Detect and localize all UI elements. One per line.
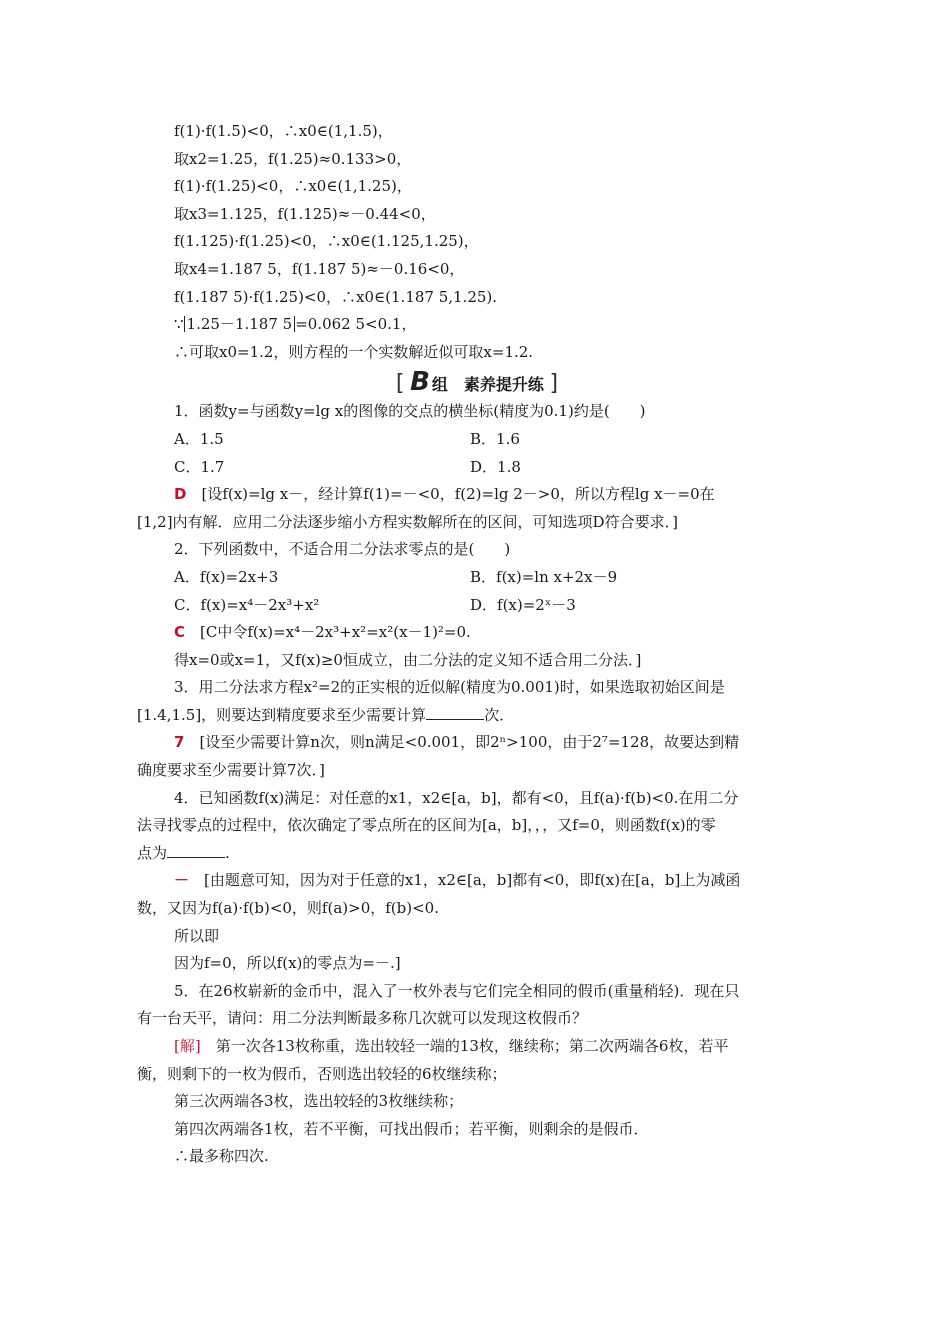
solution-text: [由题意可知，因为对于任意的x1，x2∈[a，b]都有<0，即f(x)在[a，b]上为减函: [204, 871, 741, 890]
text-line: 取x3=1.125，f(1.125)≈－0.44<0，: [174, 204, 436, 223]
solution-line: [1,2]内有解．应用二分法逐步缩小方程实数解所在的区间，可知选项D符合要求．]: [137, 512, 678, 531]
answer-label: D: [174, 485, 187, 504]
option-a: A．1.5: [174, 429, 224, 448]
option-row: [137, 564, 817, 592]
text-line: ∴可取x0=1.2，则方程的一个实数解近似可取x=1.2.: [174, 342, 534, 361]
option-b: B．f(x)=ln x+2x－9: [470, 567, 618, 586]
solution-text: 第一次各13枚称重，选出较轻一端的13枚，继续称；第二次两端各6枚，若平: [215, 1037, 729, 1055]
answer-blank: [426, 705, 484, 720]
solution-text: [设f(x)=lg x－，经计算f(1)=－<0，f(2)=lg 2－>0，所以方程lg x－=0在: [201, 485, 715, 504]
text-line: f(1)·f(1.25)<0，∴x0∈(1,1.25)，: [174, 177, 412, 196]
option-row: [137, 592, 817, 620]
option-c: C．f(x)=x⁴－2x³+x²: [174, 595, 320, 614]
solution-line: [137, 867, 817, 895]
question-stem: 2．下列函数中，不适合用二分法求零点的是( ): [174, 540, 511, 559]
question-stem: 法寻找零点的过程中，依次确定了零点所在的区间为[a，b]，，，又f=0，则函数f(x)的零: [137, 816, 716, 835]
answer-label: C: [174, 623, 186, 642]
banner-title: 组 素养提升练: [431, 375, 544, 395]
text-fragment: [1.4,1.5]，则要达到精度要求至少需要计算: [137, 705, 427, 724]
option-a: A．f(x)=2x+3: [174, 567, 279, 586]
solution-line: 所以即: [174, 926, 220, 945]
option-d: D．f(x)=2ˣ－3: [470, 595, 576, 614]
solution-label: [解]: [174, 1037, 201, 1055]
solution-text: [C中令f(x)=x⁴－2x³+x²=x²(x－1)²=0.: [200, 623, 471, 642]
text-line: 取x4=1.187 5，f(1.187 5)≈－0.16<0，: [174, 259, 465, 278]
solution-line: 数，又因为f(a)·f(b)<0，则f(a)>0，f(b)<0.: [137, 899, 439, 918]
because-symbol: ∵: [174, 315, 184, 334]
option-row: [137, 454, 817, 482]
text-line: 取x2=1.25，f(1.25)≈0.133>0，: [174, 149, 412, 168]
solution-line: 第四次两端各1枚，若不平衡，可找出假币；若平衡，则剩余的是假币．: [174, 1119, 649, 1138]
question-stem: 有一台天平，请问：用二分法判断最多称几次就可以发现这枚假币？: [137, 1009, 588, 1028]
answer-blank: [167, 843, 225, 858]
question-stem: 4．已知函数f(x)满足：对任意的x1，x2∈[a，b]，都有<0，且f(a)·f(b)<0.在用二分: [174, 788, 739, 807]
solution-line: [137, 729, 817, 757]
option-row: [137, 426, 817, 454]
option-b: B．1.6: [470, 429, 520, 448]
solution-line: [137, 481, 817, 509]
text-line: f(1)·f(1.5)<0，∴x0∈(1,1.5)，: [174, 122, 393, 140]
solution-text: [设至少需要计算n次，则n满足<0.001，即2ⁿ>100，由于2⁷=128，故要达到精: [199, 733, 740, 752]
solution-line: 第三次两端各3枚，选出较轻的3枚继续称；: [174, 1092, 464, 1111]
question-stem: 1．函数y=与函数y=lg x的图像的交点的横坐标(精度为0.1)约是( ): [174, 402, 646, 421]
document-page: [137, 118, 817, 1171]
solution-line: [137, 1033, 817, 1061]
text-line: f(1.125)·f(1.25)<0，∴x0∈(1.125,1.25)，: [174, 232, 479, 251]
solution-line: 因为f=0，所以f(x)的零点为=－.]: [174, 954, 401, 973]
text-fragment: .: [225, 843, 230, 862]
banner-bracket-open: [: [395, 371, 405, 397]
solution-line: 得x=0或x=1，又f(x)≥0恒成立，由二分法的定义知不适合用二分法．]: [174, 650, 642, 669]
question-stem: [137, 702, 817, 730]
answer-label: 7: [174, 733, 185, 752]
answer-label: －: [174, 871, 190, 890]
question-stem: [137, 840, 817, 868]
solution-line: [137, 619, 817, 647]
section-banner: [137, 366, 817, 398]
text-line: f(1.187 5)·f(1.25)<0，∴x0∈(1.187 5,1.25).: [174, 287, 498, 306]
absolute-value: 1.25－1.187 5: [184, 316, 296, 332]
option-d: D．1.8: [470, 457, 521, 476]
question-stem: 3．用二分法求方程x²=2的正实根的近似解(精度为0.001)时，如果选取初始区间是: [174, 678, 725, 697]
text-fragment: =0.062 5<0.1，: [295, 315, 417, 334]
text-line: [137, 311, 817, 339]
text-fragment: 点为: [137, 843, 168, 862]
option-c: C．1.7: [174, 457, 225, 476]
question-stem: 5．在26枚崭新的金币中，混入了一枚外表与它们完全相同的假币(重量稍轻)．现在只: [174, 981, 740, 1000]
text-fragment: 次．: [484, 705, 515, 724]
banner-bracket-close: ]: [549, 371, 559, 397]
solution-line: 确度要求至少需要计算7次．]: [137, 761, 325, 780]
solution-line: ∴最多称四次.: [174, 1147, 269, 1166]
banner-letter: B: [410, 367, 430, 398]
solution-line: 衡，则剩下的一枚为假币，否则选出较轻的6枚继续称；: [137, 1064, 507, 1083]
